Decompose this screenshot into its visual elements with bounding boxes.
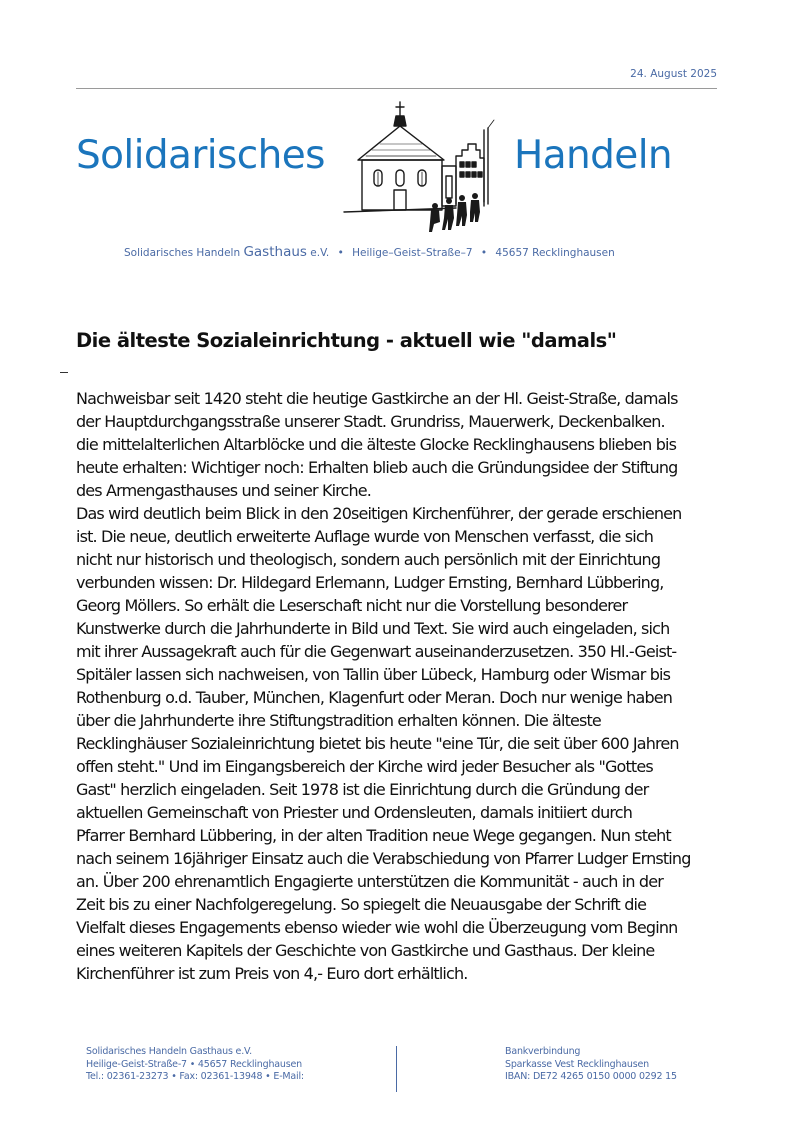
body-line: die mittelalterlichen Altarblöcke und die älteste Glocke Recklinghausens blieben bis [76,435,677,454]
footer-iban: IBAN: DE72 4265 0150 0000 0292 15 [505,1071,677,1082]
footer-bank-label: Bankverbindung [505,1046,581,1057]
footer-divider [396,1046,397,1092]
organization-address-line [124,244,615,260]
body-line: eines weiteren Kapitels der Geschichte von Gastkirche und Gasthaus. Der kleine [76,941,655,960]
document-date: 24. August 2025 [630,68,717,80]
body-line: nach seinem 16jähriger Einsatz auch die Verabschiedung von Pfarrer Ludger Ernsting [76,849,691,868]
body-line: ist. Die neue, deutlich erweiterte Auflage wurde von Menschen verfasst, die sich [76,527,654,546]
body-line: verbunden wissen: Dr. Hildegard Erlemann, Ludger Ernsting, Bernhard Lübbering, [76,573,664,592]
org-name-gasthaus: Gasthaus [243,244,307,260]
body-line: Nachweisbar seit 1420 steht die heutige Gastkirche an der Hl. Geist-Straße, damals [76,389,678,408]
org-street: Heilige–Geist–Straße–7 [352,247,473,259]
bullet-separator: • [337,247,344,259]
body-line: Recklinghäuser Sozialeinrichtung bietet bis heute "eine Tür, die seit über 600 Jahren [76,734,679,753]
body-line: Kunstwerke durch die Jahrhunderte in Bild und Text. Sie wird auch eingeladen, sich [76,619,670,638]
body-line: über die Jahrhunderte ihre Stiftungstradition erhalten können. Die älteste [76,711,601,730]
footer-bank-name: Sparkasse Vest Recklinghausen [505,1058,649,1070]
article-title: Die älteste Sozialeinrichtung - aktuell wie "damals" [76,329,617,352]
footer-contact [86,1046,304,1084]
article-body [76,387,726,985]
org-name: Solidarisches Handeln [124,247,241,259]
body-line: Vielfalt dieses Engagements ebenso wieder wie wohl die Überzeugung vom Beginn [76,918,678,937]
body-line: des Armengasthauses und seiner Kirche. [76,481,372,500]
body-line: offen steht." Und im Eingangsbereich der Kirche wird jeder Besucher als "Gottes [76,757,653,776]
body-line: Georg Möllers. So erhält die Leserschaft nicht nur die Vorstellung besonderer [76,596,628,615]
body-line: Pfarrer Bernhard Lübbering, in der alten Tradition neue Wege gegangen. Nun steht [76,826,671,845]
footer-address: Heilige-Geist-Straße-7 • 45657 Recklinghausen [86,1058,302,1070]
body-line: Zeit bis zu einer Nachfolgeregelung. So spiegelt die Neuausgabe der Schrift die [76,895,647,914]
footer-org-name: Solidarisches Handeln Gasthaus e.V. [86,1046,252,1057]
bullet-separator: • [480,247,488,259]
org-legal-form: e.V. [310,247,330,259]
body-line: Rothenburg o.d. Tauber, München, Klagenfurt oder Meran. Doch nur wenige haben [76,688,673,707]
body-line: an. Über 200 ehrenamtlich Engagierte unterstützen die Kommunität - auch in der [76,872,663,891]
body-line: der Hauptdurchgangsstraße unserer Stadt. Grundriss, Mauerwerk, Deckenbalken. [76,412,665,431]
footer-bank [505,1046,677,1084]
body-line: mit ihrer Aussagekraft auch für die Gegenwart auseinanderzusetzen. 350 Hl.-Geist- [76,642,677,661]
header-divider [76,88,717,89]
footer-phone-fax-email: Tel.: 02361-23273 • Fax: 02361-13948 • E-Mail: [86,1071,304,1082]
margin-dash-mark [60,372,68,373]
body-line: aktuellen Gemeinschaft von Priester und Ordensleuten, damals initiiert durch [76,803,632,822]
body-line: nicht nur historisch und theologisch, sondern auch persönlich mit der Einrichtung [76,550,661,569]
body-line: heute erhalten: Wichtiger noch: Erhalten blieb auch die Gründungsidee der Stiftung [76,458,678,477]
body-line: Spitäler lassen sich nachweisen, von Tallin über Lübeck, Hamburg oder Wismar bis [76,665,671,684]
body-line: Gast" herzlich eingeladen. Seit 1978 ist die Einrichtung durch die Gründung der [76,780,649,799]
body-line: Das wird deutlich beim Blick in den 20seitigen Kirchenführer, der gerade erschienen [76,504,682,523]
church-sketch-logo-icon [336,100,496,232]
brand-title-right: Handeln [514,133,673,178]
brand-title-left: Solidarisches [76,133,325,178]
body-line: Kirchenführer ist zum Preis von 4,- Euro dort erhältlich. [76,964,468,983]
org-city: 45657 Recklinghausen [495,247,615,259]
